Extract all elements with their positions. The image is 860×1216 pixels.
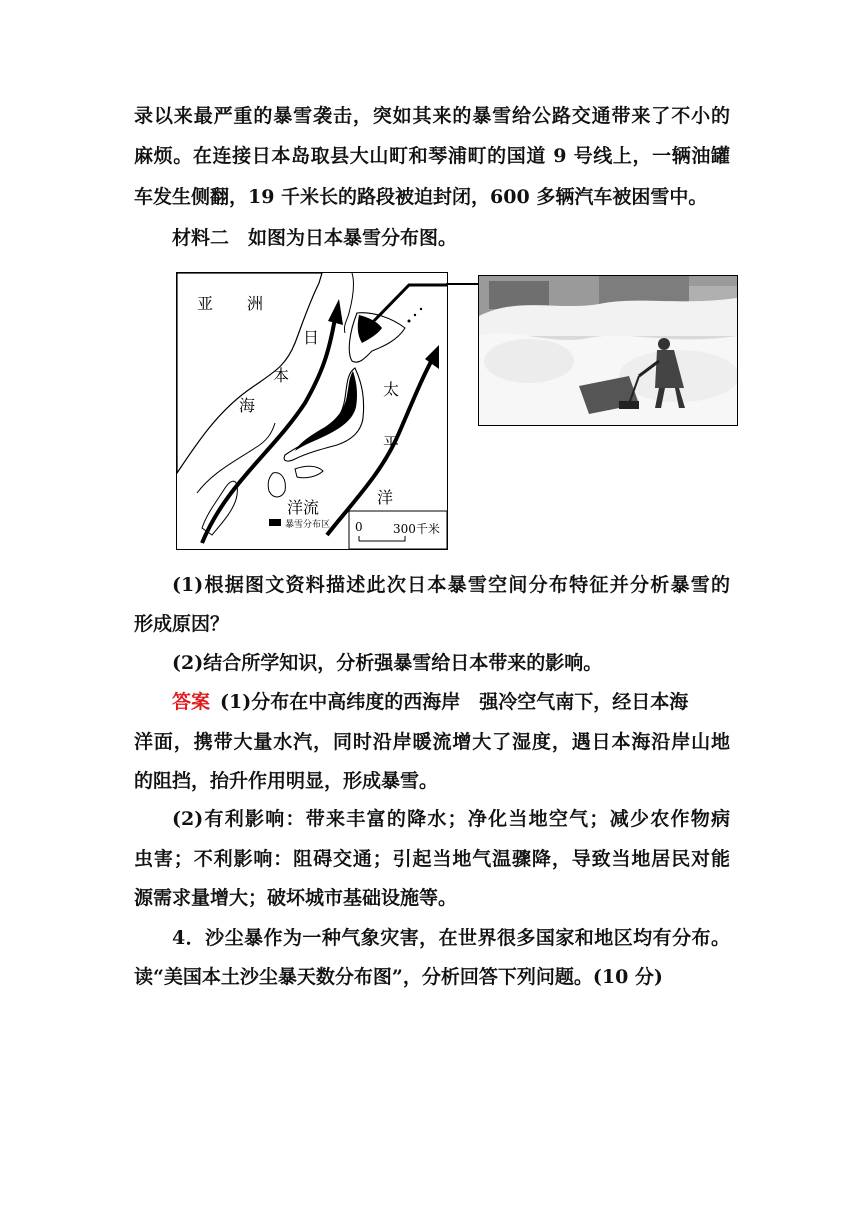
legend-label: 暴雪分布区 <box>285 520 331 530</box>
label-asia-2: 洲 <box>247 294 264 313</box>
question-line: (1)根据图文资料描述此次日本暴雪空间分布特征并分析暴雪的 <box>172 574 730 596</box>
question4-line: 读“美国本土沙尘暴天数分布图”，分析回答下列问题。(10 分) <box>134 966 663 988</box>
question4-line: 4．沙尘暴作为一种气象灾害，在世界很多国家和地区均有分布。 <box>172 927 730 949</box>
japan-snowstorm-map <box>176 272 448 550</box>
map-photo-connector <box>446 283 478 285</box>
label-sea-1: 日 <box>303 328 320 347</box>
answer-label: 答案 <box>172 691 211 713</box>
answer-line: 洋面，携带大量水汽，同时沿岸暖流增大了湿度，遇日本海沿岸山地 <box>134 731 730 753</box>
scale-zero: 0 <box>355 520 363 534</box>
material-heading: 材料二 如图为日本暴雪分布图。 <box>172 227 458 249</box>
answer-line <box>172 689 730 715</box>
paragraph-line: 麻烦。在连接日本岛取县大山町和琴浦町的国道 9 号线上，一辆油罐 <box>134 145 730 167</box>
label-sea-3: 海 <box>239 396 256 415</box>
label-current: 洋流 <box>287 498 320 517</box>
paragraph-line: 车发生侧翻，19 千米长的路段被迫封闭，600 多辆汽车被困雪中。 <box>134 186 708 208</box>
answer-line: 源需求量增大；破坏城市基础设施等。 <box>134 887 458 909</box>
answer-text: (1)分布在中高纬度的西海岸 强冷空气南下，经日本海 <box>220 691 689 713</box>
answer-line: (2)有利影响：带来丰富的降水；净化当地空气；减少农作物病 <box>172 808 730 830</box>
answer-line: 虫害；不利影响：阻碍交通；引起当地气温骤降，导致当地居民对能 <box>134 848 730 870</box>
label-pacific-1: 太 <box>383 380 400 399</box>
label-sea-2: 本 <box>273 366 290 385</box>
snow-photo <box>478 275 738 426</box>
question-line: 形成原因？ <box>134 613 230 635</box>
label-pacific-3: 洋 <box>377 488 394 507</box>
answer-line: 的阻挡，抬升作用明显，形成暴雪。 <box>134 770 439 792</box>
scale-unit: 300千米 <box>393 522 440 536</box>
label-pacific-2: 平 <box>383 434 400 453</box>
paragraph-line: 录以来最严重的暴雪袭击，突如其来的暴雪给公路交通带来了不小的 <box>134 105 730 127</box>
snow-photo-drawing <box>479 276 737 425</box>
question-line: (2)结合所学知识，分析强暴雪给日本带来的影响。 <box>172 652 603 674</box>
label-asia-1: 亚 <box>197 294 214 313</box>
